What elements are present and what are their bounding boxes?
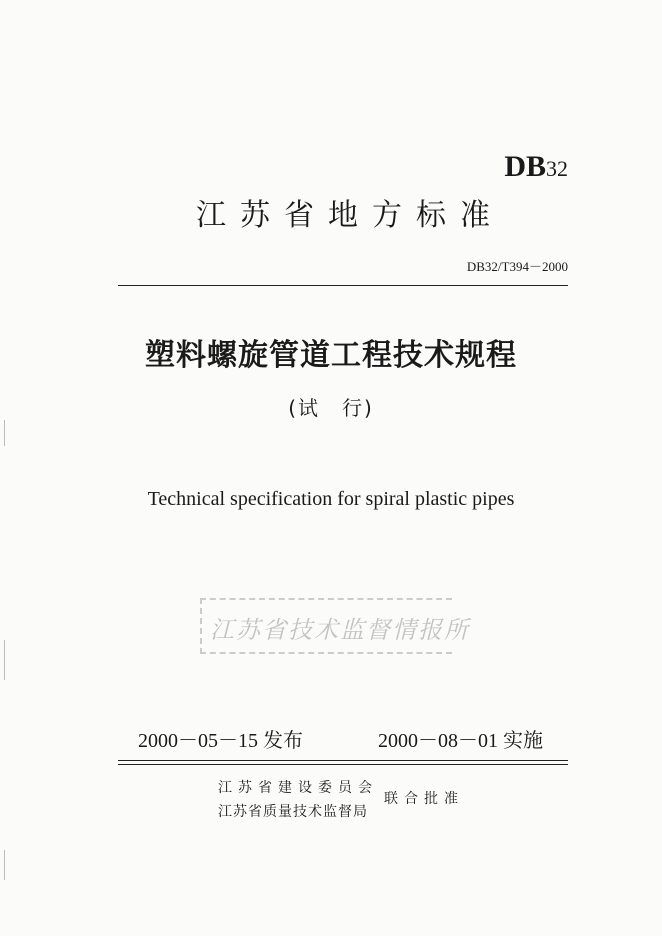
standard-level-title: 江苏省地方标准	[196, 198, 504, 233]
trial-label: (试 行)	[288, 396, 374, 420]
db-prefix: DB	[504, 150, 546, 183]
db-number: 32	[546, 156, 568, 181]
implementation-date: 2000－08－01 实施	[378, 730, 543, 752]
joint-approval-label: 联合批准	[384, 791, 464, 807]
library-stamp	[200, 598, 490, 654]
issuing-authorities	[218, 776, 378, 824]
scan-margin-mark	[4, 850, 5, 880]
header-divider	[118, 285, 568, 286]
footer-divider	[118, 760, 568, 761]
document-title-chinese: 塑料螺旋管道工程技术规程	[145, 338, 517, 373]
issuer-quality-bureau: 江苏省质量技术监督局	[218, 804, 368, 820]
scan-margin-mark	[4, 420, 5, 446]
issue-date: 2000－05－15 发布	[138, 730, 303, 752]
issuer-construction-commission: 江苏省建设委员会	[218, 780, 378, 796]
stamp-text: 江苏省技术监督情报所	[210, 616, 470, 644]
scan-margin-mark	[4, 640, 5, 680]
footer-divider-second	[118, 764, 568, 765]
document-title-english: Technical specification for spiral plastic pipes	[147, 488, 515, 510]
db-code	[504, 150, 568, 184]
standard-number: DB32/T394－2000	[466, 259, 568, 274]
